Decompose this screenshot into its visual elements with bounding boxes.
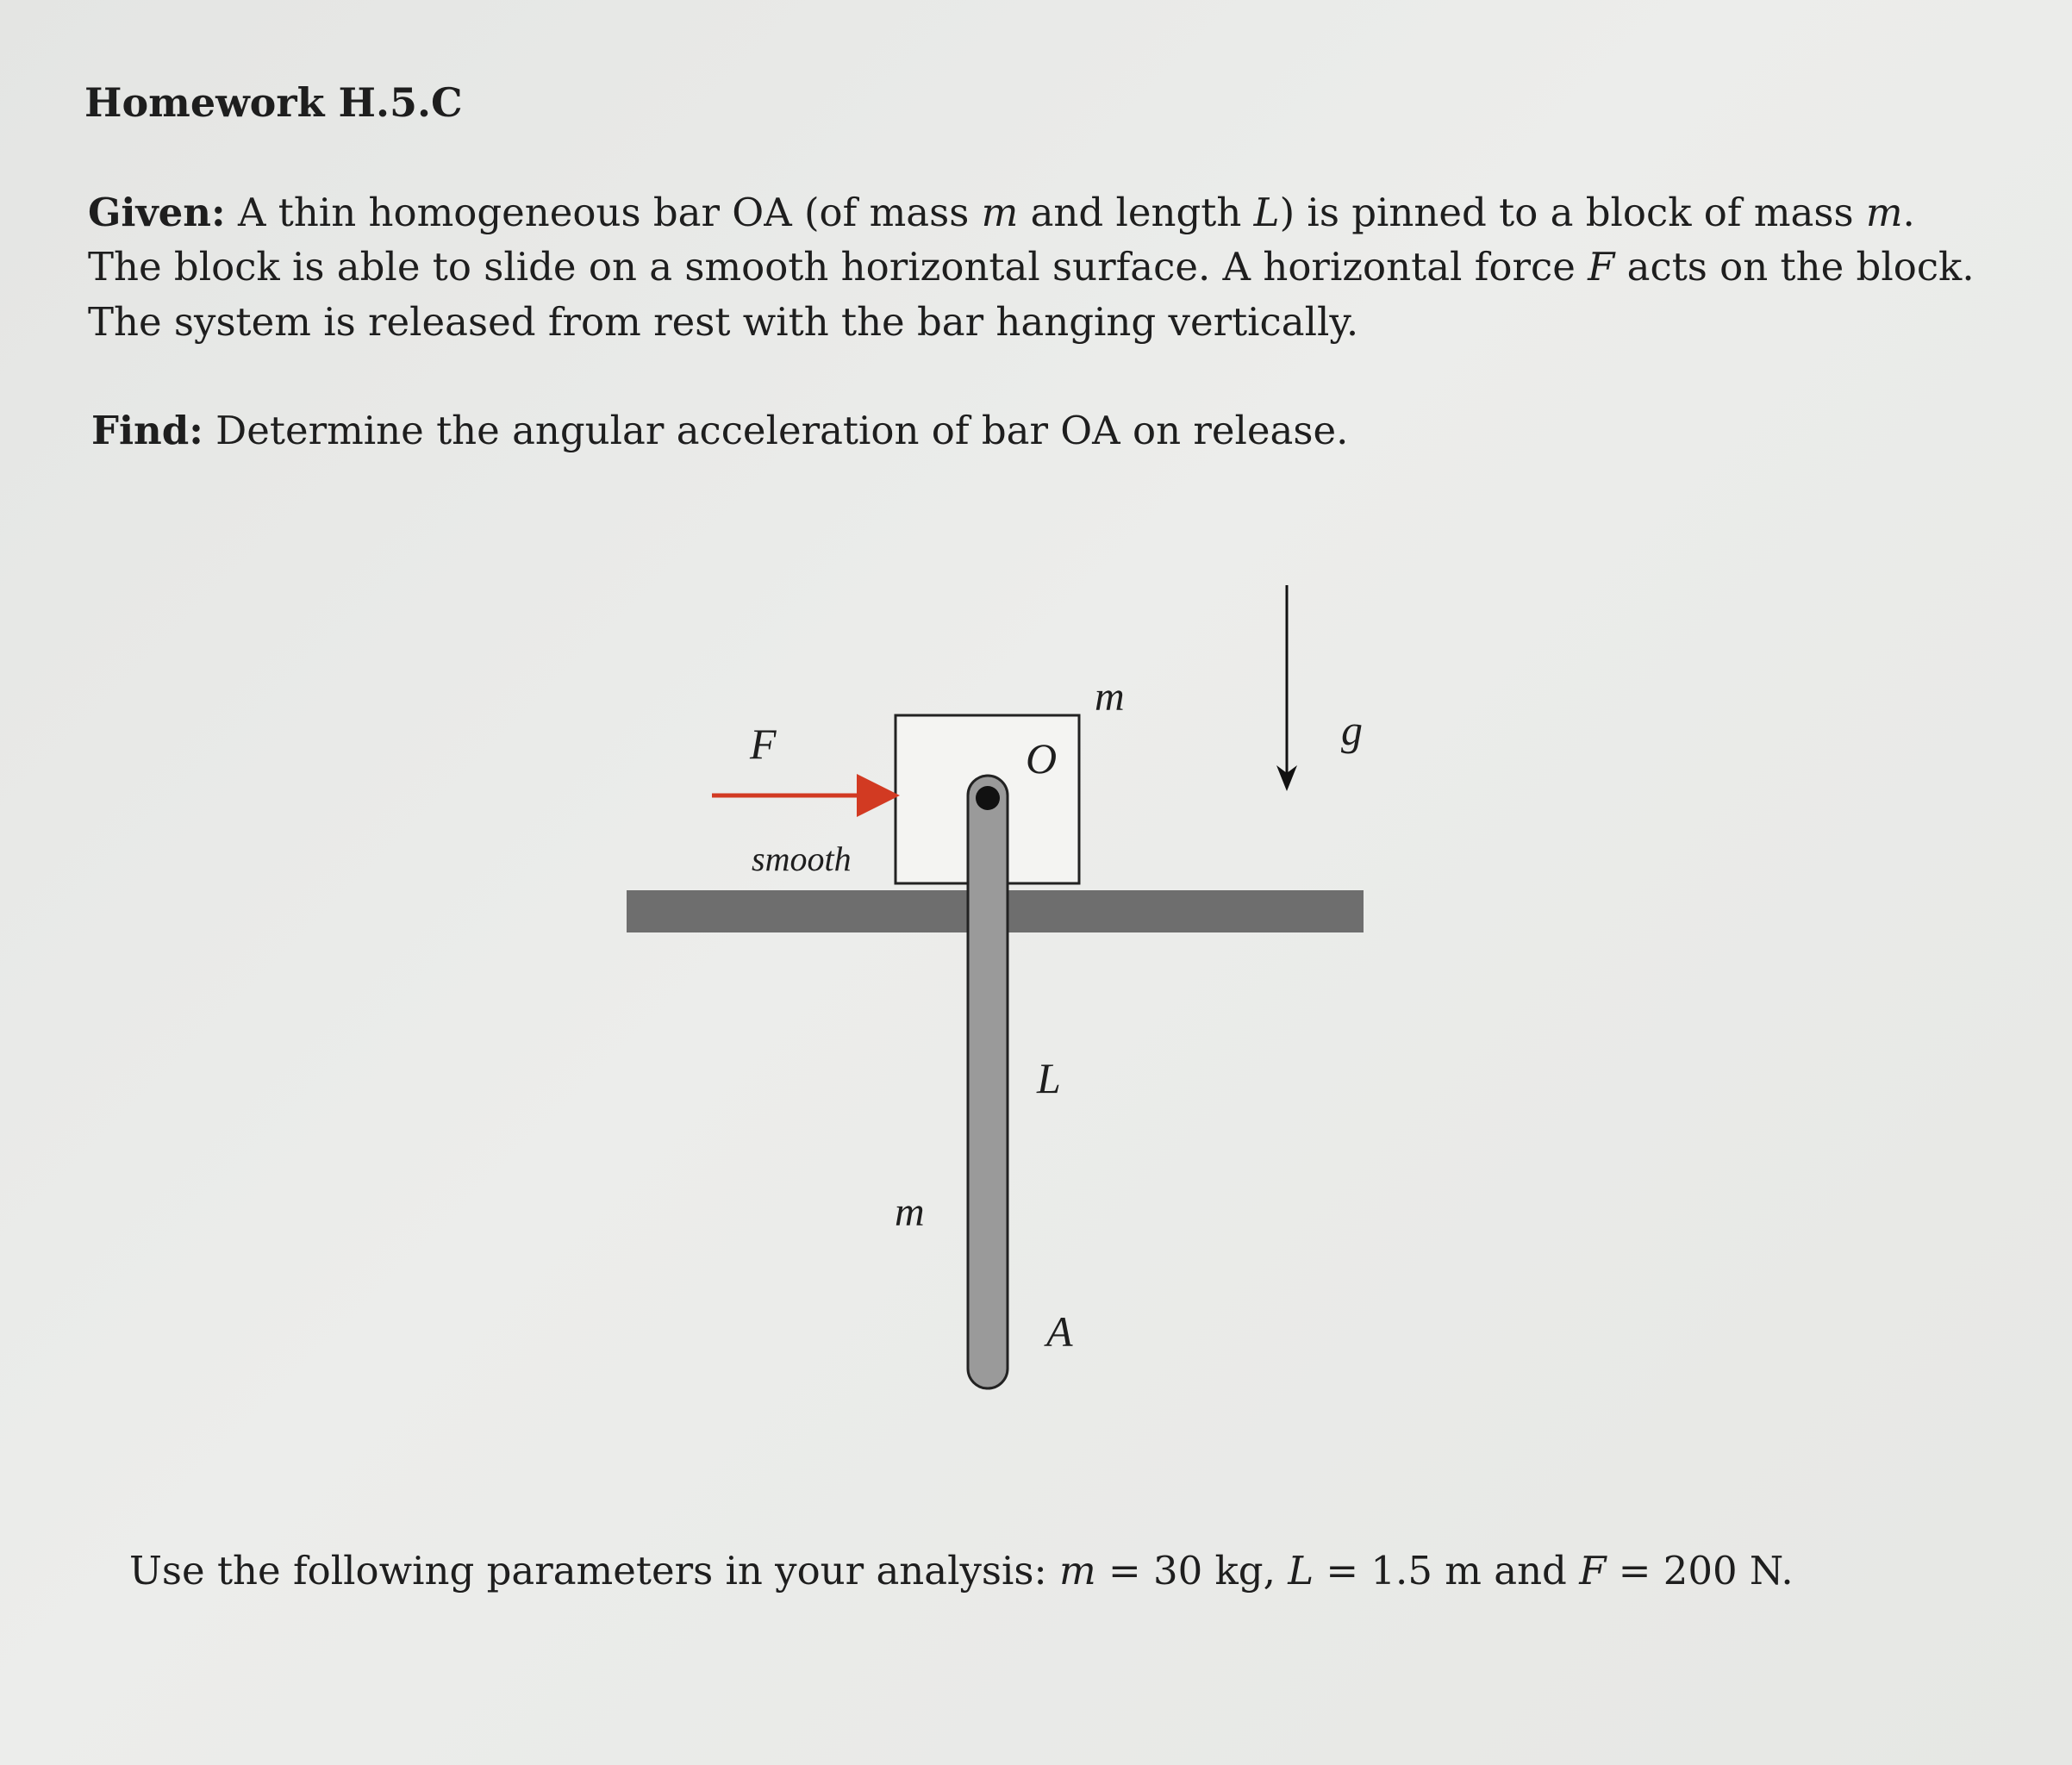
page-title: Homework H.5.C <box>84 79 463 126</box>
text: and length <box>1018 190 1254 235</box>
length-label: L <box>1037 1054 1061 1102</box>
bar-OA <box>968 776 1008 1388</box>
text: Use the following parameters in your analysis: <box>129 1548 1059 1593</box>
find-text: Determine the angular acceleration of bar OA on release. <box>203 408 1349 453</box>
text: . <box>1902 190 1915 235</box>
bar-mass-label: m <box>895 1189 925 1235</box>
text: = 30 kg, <box>1095 1548 1289 1593</box>
gravity-label: g <box>1341 706 1363 754</box>
given-label: Given: <box>88 190 226 235</box>
text: A thin homogeneous bar OA (of mass <box>225 190 982 235</box>
end-label: A <box>1046 1307 1073 1356</box>
math-F: F <box>1579 1548 1607 1593</box>
surface-label: smooth <box>752 839 852 878</box>
text: The block is able to slide on a smooth horizontal surface. A horizontal force <box>88 244 1588 290</box>
text: acts on the block. <box>1614 244 1975 290</box>
math-m: m <box>1058 1548 1096 1593</box>
math-L: L <box>1288 1548 1314 1593</box>
given-line-3: The system is released from rest with the bar hanging vertically. <box>88 299 1359 345</box>
parameters-line <box>129 1548 1794 1593</box>
text: ) is pinned to a block of mass <box>1279 190 1866 235</box>
pin-label: O <box>1026 734 1058 783</box>
pin-O <box>976 786 1000 810</box>
block-mass-label: m <box>1095 674 1125 720</box>
math-F: F <box>1588 244 1615 290</box>
math-m: m <box>1865 190 1903 235</box>
math-L: L <box>1253 190 1280 235</box>
force-label: F <box>750 720 777 768</box>
math-m: m <box>981 190 1019 235</box>
find-label: Find: <box>91 408 203 453</box>
text: = 1.5 m and <box>1314 1548 1580 1593</box>
text: = 200 N. <box>1606 1548 1794 1593</box>
